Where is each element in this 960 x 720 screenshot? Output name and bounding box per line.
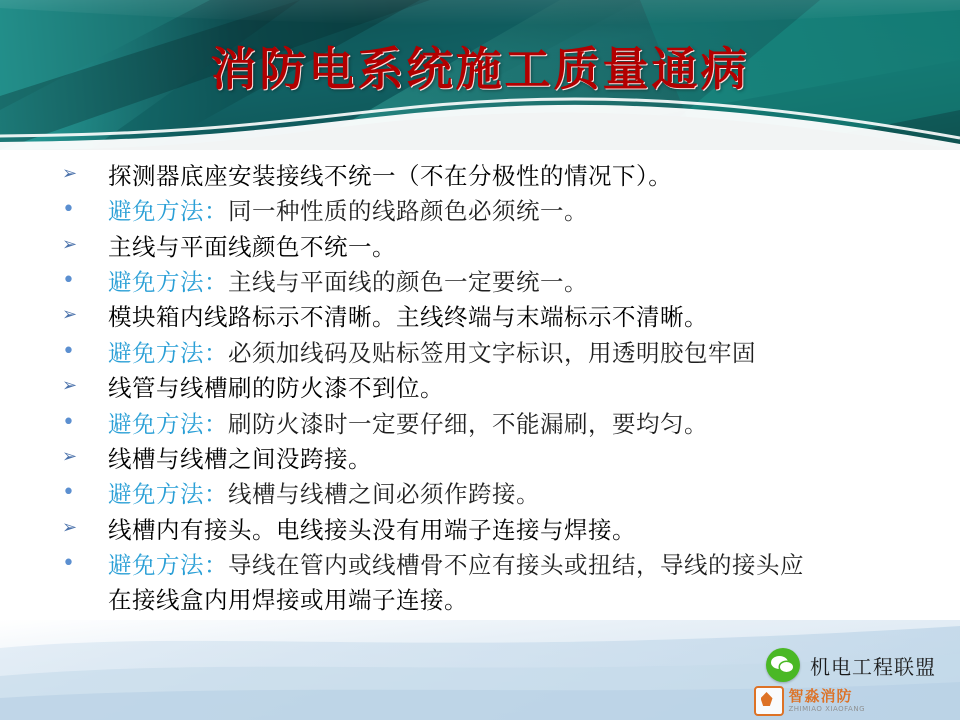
dot-bullet-icon: • — [62, 338, 75, 364]
list-item-body: 主线与平面线的颜色一定要统一。 — [228, 268, 588, 297]
avoid-label: 避免方法： — [108, 480, 228, 509]
dot-bullet-icon: • — [62, 550, 75, 576]
arrow-bullet-icon: ➢ — [62, 163, 78, 184]
list-item — [46, 337, 926, 370]
list-item-text: 模块箱内线路标示不清晰。主线终端与末端标示不清晰。 — [108, 303, 708, 332]
page-title: 消防电系统施工质量通病 — [210, 42, 750, 96]
list-item — [46, 160, 926, 193]
dot-bullet-icon: • — [62, 197, 75, 223]
arrow-bullet-icon: ➢ — [62, 516, 78, 538]
bullet-list — [46, 160, 926, 620]
list-item — [46, 443, 926, 476]
watermark — [754, 686, 866, 716]
header-banner — [0, 0, 960, 150]
list-item-body: 导线在管内或线槽骨不应有接头或扭结，导线的接头应 — [228, 550, 804, 579]
list-item-text — [108, 478, 926, 511]
list-item-continuation — [46, 584, 926, 617]
arrow-bullet-icon: ➢ — [62, 233, 78, 255]
wechat-account-name: 机电工程联盟 — [810, 654, 936, 679]
list-item-body: 刷防火漆时一定要仔细，不能漏刷，要均匀。 — [228, 409, 708, 438]
flame-logo-icon — [754, 686, 784, 716]
list-item-text — [108, 266, 926, 299]
list-item-text: 线管与线槽刷的防火漆不到位。 — [108, 374, 444, 403]
list-item-text — [108, 195, 926, 228]
avoid-label: 避免方法： — [108, 550, 228, 579]
avoid-label: 避免方法： — [108, 197, 228, 226]
list-item — [46, 514, 926, 547]
watermark-text — [789, 689, 866, 713]
watermark-sub: ZHIMIAO XIAOFANG — [788, 705, 865, 713]
list-item-body: 必须加线码及贴标签用文字标识，用透明胶包牢固 — [228, 338, 756, 367]
list-item — [46, 195, 926, 228]
watermark-main: 智淼消防 — [788, 687, 853, 705]
wechat-icon — [766, 648, 800, 682]
avoid-label: 避免方法： — [108, 268, 228, 297]
list-item — [46, 301, 926, 334]
list-item-text — [108, 549, 926, 582]
list-item — [46, 266, 926, 299]
list-item-body: 同一种性质的线路颜色必须统一。 — [228, 197, 588, 226]
list-item — [46, 372, 926, 405]
list-item-text: 线槽内有接头。电线接头没有用端子连接与焊接。 — [108, 515, 636, 544]
avoid-label: 避免方法： — [108, 409, 228, 438]
wechat-badge — [766, 648, 936, 682]
list-item-text: 线槽与线槽之间没跨接。 — [108, 444, 372, 473]
list-item — [46, 408, 926, 441]
list-item-body: 线槽与线槽之间必须作跨接。 — [228, 480, 540, 509]
list-item — [46, 231, 926, 264]
dot-bullet-icon: • — [62, 480, 75, 506]
arrow-bullet-icon: ➢ — [62, 445, 78, 467]
list-item — [46, 478, 926, 511]
list-item — [46, 549, 926, 582]
list-item-text: 主线与平面线颜色不统一。 — [108, 232, 396, 261]
avoid-label: 避免方法： — [108, 338, 228, 367]
dot-bullet-icon: • — [62, 409, 75, 435]
list-item-continuation-text: 在接线盒内用焊接或用端子连接。 — [108, 586, 468, 615]
list-item-text — [108, 337, 926, 370]
dot-bullet-icon: • — [62, 268, 75, 294]
list-item-text — [108, 408, 926, 441]
list-item-text: 探测器底座安装接线不统一（不在分极性的情况下）。 — [108, 162, 673, 190]
arrow-bullet-icon: ➢ — [62, 304, 78, 326]
arrow-bullet-icon: ➢ — [62, 375, 78, 397]
